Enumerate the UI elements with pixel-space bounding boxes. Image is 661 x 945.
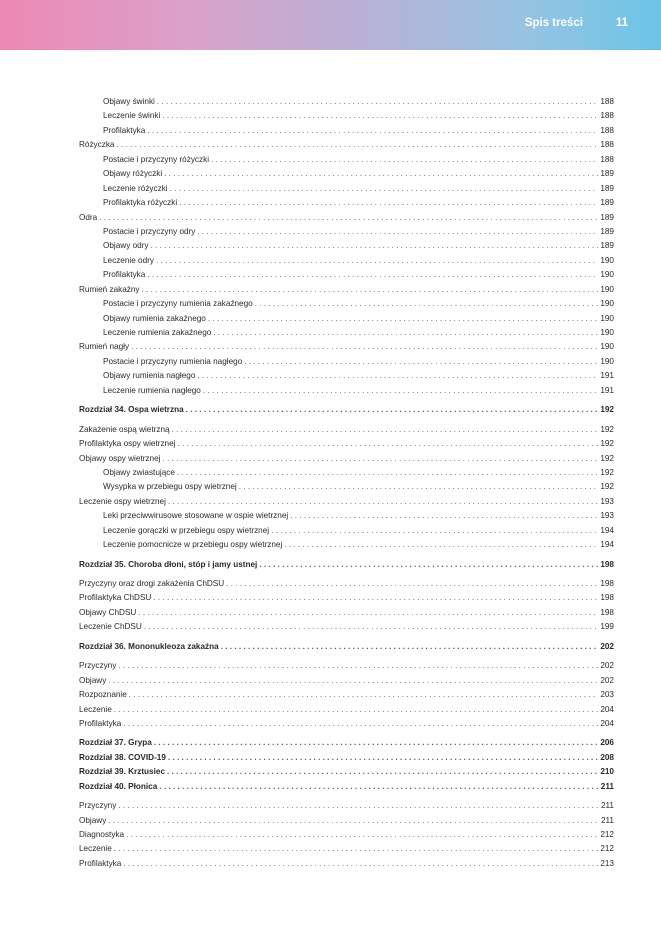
toc-dot-leader bbox=[99, 211, 598, 225]
toc-entry-page: 192 bbox=[600, 453, 614, 463]
toc-chapter-entry[interactable] bbox=[79, 640, 614, 654]
toc-dot-leader bbox=[271, 524, 598, 538]
toc-entry-page: 189 bbox=[600, 169, 614, 179]
toc-dot-leader bbox=[126, 828, 598, 842]
toc-entry-page: 190 bbox=[600, 313, 614, 323]
toc-entry-page: 188 bbox=[600, 97, 614, 106]
toc-entry-page: 194 bbox=[600, 540, 614, 550]
toc-dot-leader bbox=[131, 340, 598, 354]
toc-dot-leader bbox=[164, 167, 598, 181]
toc-chapter-entry[interactable] bbox=[79, 403, 614, 417]
toc-dot-leader bbox=[255, 297, 599, 311]
toc-entry-page: 208 bbox=[600, 752, 614, 762]
toc-dot-leader bbox=[162, 452, 598, 466]
toc-entry-page: 193 bbox=[600, 511, 614, 521]
toc-entry[interactable] bbox=[79, 452, 614, 466]
toc-entry-page: 198 bbox=[600, 559, 614, 569]
toc-dot-leader bbox=[167, 765, 598, 779]
toc-entry-label: Rozdział 39. Krztusiec bbox=[79, 767, 165, 777]
toc-dot-leader bbox=[244, 355, 598, 369]
toc-entry-page: 212 bbox=[600, 830, 614, 839]
toc-entry[interactable] bbox=[79, 591, 614, 605]
toc-entry-page: 192 bbox=[600, 482, 614, 492]
toc-entry-label: Leki przeciwwirusowe stosowane w ospie wietrznej bbox=[103, 511, 289, 521]
toc-entry[interactable] bbox=[79, 703, 614, 717]
toc-entry-label: Objawy zwiastujące bbox=[103, 467, 175, 477]
toc-chapter-entry[interactable] bbox=[79, 765, 614, 779]
toc-entry[interactable] bbox=[79, 138, 614, 152]
toc-dot-leader bbox=[138, 606, 598, 620]
table-of-contents bbox=[79, 95, 614, 871]
toc-entry-label: Profilaktyka bbox=[103, 125, 146, 135]
toc-entry-label: Profilaktyka ChDSU bbox=[79, 593, 152, 603]
toc-entry-page: 198 bbox=[600, 607, 614, 617]
toc-entry-label: Profilaktyka bbox=[103, 270, 146, 280]
toc-entry-page: 190 bbox=[600, 255, 614, 265]
toc-entry[interactable] bbox=[79, 95, 614, 109]
header-title: Spis treści bbox=[524, 17, 583, 29]
toc-entry-label: Leczenie odry bbox=[103, 255, 154, 265]
toc-entry[interactable] bbox=[79, 340, 614, 354]
toc-entry-page: 206 bbox=[600, 738, 614, 748]
page-header bbox=[0, 0, 661, 50]
toc-dot-leader bbox=[197, 369, 598, 383]
toc-entry[interactable] bbox=[79, 153, 614, 167]
toc-entry-label: Leczenie świnki bbox=[103, 111, 161, 121]
toc-dot-leader bbox=[186, 403, 599, 417]
toc-dot-leader bbox=[153, 591, 598, 605]
toc-entry[interactable] bbox=[79, 577, 614, 591]
toc-entry-page: 202 bbox=[600, 641, 614, 651]
toc-entry-label: Profilaktyka bbox=[79, 858, 122, 868]
toc-entry[interactable] bbox=[79, 857, 614, 871]
toc-entry-page: 189 bbox=[600, 212, 614, 222]
toc-entry-page: 212 bbox=[600, 844, 614, 854]
toc-entry-label: Rozdział 38. COVID-19 bbox=[79, 752, 166, 762]
toc-entry-label: Leczenie rumienia zakaźnego bbox=[103, 328, 212, 337]
toc-entry-label: Rumień nagły bbox=[79, 342, 130, 352]
header-page-number: 11 bbox=[615, 17, 628, 29]
toc-entry-page: 204 bbox=[600, 704, 614, 714]
toc-dot-leader bbox=[142, 283, 599, 297]
toc-entry-page: 202 bbox=[600, 675, 614, 685]
toc-entry[interactable] bbox=[79, 688, 614, 702]
toc-entry[interactable] bbox=[79, 297, 614, 311]
toc-entry-label: Postacie i przyczyny rumienia nagłego bbox=[103, 356, 243, 366]
toc-dot-leader bbox=[284, 538, 598, 552]
toc-entry[interactable] bbox=[79, 509, 614, 523]
toc-entry-label: Leczenie bbox=[79, 844, 112, 854]
toc-entry-page: 189 bbox=[600, 198, 614, 208]
toc-dot-leader bbox=[172, 423, 599, 437]
toc-entry-label: Postacie i przyczyny rumienia zakaźnego bbox=[103, 299, 253, 309]
toc-dot-leader bbox=[147, 268, 598, 282]
toc-dot-leader bbox=[118, 799, 599, 813]
toc-dot-leader bbox=[108, 814, 599, 828]
toc-dot-leader bbox=[168, 751, 598, 765]
toc-entry-page: 191 bbox=[600, 385, 614, 395]
toc-entry-label: Profilaktyka bbox=[79, 718, 122, 728]
toc-entry-page: 188 bbox=[600, 140, 614, 150]
toc-entry[interactable] bbox=[79, 659, 614, 673]
toc-entry-label: Postacie i przyczyny różyczki bbox=[103, 154, 210, 164]
toc-dot-leader bbox=[168, 495, 598, 509]
toc-entry[interactable] bbox=[79, 620, 614, 634]
toc-entry-label: Leczenie gorączki w przebiegu ospy wietrznej bbox=[103, 525, 270, 535]
toc-entry[interactable] bbox=[79, 495, 614, 509]
toc-dot-leader bbox=[114, 703, 599, 717]
toc-entry-page: 204 bbox=[600, 718, 614, 728]
toc-entry-label: Rozdział 37. Grypa bbox=[79, 738, 152, 748]
toc-entry[interactable] bbox=[79, 211, 614, 225]
toc-entry-page: 191 bbox=[600, 371, 614, 381]
toc-entry[interactable] bbox=[79, 355, 614, 369]
toc-entry[interactable] bbox=[79, 254, 614, 268]
toc-entry[interactable] bbox=[79, 538, 614, 552]
toc-entry-label: Leczenie bbox=[79, 704, 112, 714]
toc-entry[interactable] bbox=[79, 109, 614, 123]
toc-entry-page: 194 bbox=[600, 525, 614, 535]
toc-entry-page: 190 bbox=[600, 299, 614, 309]
toc-entry-label: Diagnostyka bbox=[79, 830, 125, 839]
toc-dot-leader bbox=[213, 326, 598, 340]
toc-entry-label: Rozdział 40. Płonica bbox=[79, 781, 158, 791]
toc-entry-label: Rozpoznanie bbox=[79, 690, 127, 700]
toc-entry-page: 190 bbox=[600, 356, 614, 366]
toc-entry-label: Objawy świnki bbox=[103, 97, 155, 106]
toc-dot-leader bbox=[156, 254, 598, 268]
toc-entry-page: 210 bbox=[600, 767, 614, 777]
toc-entry[interactable] bbox=[79, 225, 614, 239]
toc-dot-leader bbox=[108, 674, 598, 688]
toc-entry-page: 188 bbox=[600, 111, 614, 121]
toc-entry-label: Wysypka w przebiegu ospy wietrznej bbox=[103, 482, 237, 492]
toc-dot-leader bbox=[123, 857, 598, 871]
toc-entry-page: 192 bbox=[600, 405, 614, 415]
toc-entry[interactable] bbox=[79, 828, 614, 842]
toc-entry-page: 198 bbox=[600, 593, 614, 603]
toc-entry[interactable] bbox=[79, 326, 614, 340]
toc-entry-label: Leczenie różyczki bbox=[103, 183, 168, 193]
toc-entry[interactable] bbox=[79, 124, 614, 138]
toc-dot-leader bbox=[157, 95, 598, 109]
toc-entry-label: Objawy ChDSU bbox=[79, 607, 137, 617]
toc-entry[interactable] bbox=[79, 524, 614, 538]
toc-dot-leader bbox=[197, 225, 598, 239]
toc-dot-leader bbox=[151, 239, 599, 253]
toc-dot-leader bbox=[118, 659, 598, 673]
toc-entry-label: Leczenie rumienia nagłego bbox=[103, 385, 201, 395]
toc-entry-page: 189 bbox=[600, 241, 614, 251]
toc-entry-page: 188 bbox=[600, 125, 614, 135]
toc-entry-page: 202 bbox=[600, 661, 614, 671]
toc-entry-label: Rozdział 36. Mononukleoza zakaźna bbox=[79, 641, 219, 651]
toc-dot-leader bbox=[159, 780, 599, 794]
toc-entry[interactable] bbox=[79, 423, 614, 437]
toc-entry-page: 192 bbox=[600, 424, 614, 434]
toc-entry-label: Leczenie pomocnicze w przebiegu ospy wietrznej bbox=[103, 540, 283, 550]
toc-dot-leader bbox=[179, 196, 598, 210]
toc-entry-page: 189 bbox=[600, 226, 614, 236]
toc-entry-label: Objawy rumienia nagłego bbox=[103, 371, 196, 381]
toc-dot-leader bbox=[226, 577, 598, 591]
toc-entry-label: Odra bbox=[79, 212, 98, 222]
toc-entry-label: Przyczyny oraz drogi zakażenia ChDSU bbox=[79, 579, 225, 588]
toc-entry-page: 211 bbox=[600, 815, 614, 825]
toc-entry-label: Rumień zakaźny bbox=[79, 284, 140, 294]
toc-entry-label: Objawy odry bbox=[103, 241, 149, 251]
toc-entry-label: Rozdział 34. Ospa wietrzna bbox=[79, 405, 184, 415]
toc-entry-page: 193 bbox=[600, 496, 614, 506]
toc-entry[interactable] bbox=[79, 312, 614, 326]
toc-entry-label: Profilaktyka ospy wietrznej bbox=[79, 439, 176, 449]
toc-dot-leader bbox=[221, 640, 599, 654]
toc-entry-label: Zakażenie ospą wietrzną bbox=[79, 424, 170, 434]
toc-entry-label: Rozdział 35. Choroba dłoni, stóp i jamy ustnej bbox=[79, 559, 258, 569]
toc-entry[interactable] bbox=[79, 466, 614, 480]
toc-dot-leader bbox=[259, 558, 598, 572]
toc-entry-label: Objawy ospy wietrznej bbox=[79, 453, 161, 463]
toc-dot-leader bbox=[290, 509, 598, 523]
toc-entry-page: 190 bbox=[600, 270, 614, 280]
toc-entry-label: Leczenie ChDSU bbox=[79, 622, 142, 632]
toc-entry-label: Postacie i przyczyny odry bbox=[103, 226, 196, 236]
toc-entry-page: 211 bbox=[600, 801, 614, 811]
toc-entry-page: 190 bbox=[600, 328, 614, 337]
toc-entry[interactable] bbox=[79, 814, 614, 828]
toc-entry[interactable] bbox=[79, 268, 614, 282]
toc-dot-leader bbox=[211, 153, 598, 167]
toc-entry-page: 189 bbox=[600, 183, 614, 193]
toc-entry-page: 199 bbox=[600, 622, 614, 632]
toc-entry[interactable] bbox=[79, 196, 614, 210]
toc-dot-leader bbox=[154, 736, 599, 750]
toc-chapter-entry[interactable] bbox=[79, 751, 614, 765]
toc-dot-leader bbox=[129, 688, 599, 702]
toc-entry[interactable] bbox=[79, 384, 614, 398]
toc-chapter-entry[interactable] bbox=[79, 558, 614, 572]
toc-entry-page: 203 bbox=[600, 690, 614, 700]
toc-chapter-entry[interactable] bbox=[79, 780, 614, 794]
toc-entry-page: 192 bbox=[600, 439, 614, 449]
toc-entry[interactable] bbox=[79, 606, 614, 620]
toc-entry-label: Przyczyny bbox=[79, 661, 117, 671]
toc-entry[interactable] bbox=[79, 799, 614, 813]
toc-entry-page: 190 bbox=[600, 284, 614, 294]
toc-dot-leader bbox=[203, 384, 598, 398]
toc-entry[interactable] bbox=[79, 842, 614, 856]
toc-entry-page: 188 bbox=[600, 154, 614, 164]
toc-entry[interactable] bbox=[79, 182, 614, 196]
toc-entry-label: Leczenie ospy wietrznej bbox=[79, 496, 166, 506]
toc-entry-page: 198 bbox=[600, 579, 614, 588]
toc-entry[interactable] bbox=[79, 674, 614, 688]
toc-entry-page: 213 bbox=[600, 858, 614, 868]
toc-entry-label: Objawy różyczki bbox=[103, 169, 163, 179]
toc-entry-label: Objawy bbox=[79, 815, 107, 825]
toc-entry-label: Objawy bbox=[79, 675, 107, 685]
toc-entry-label: Różyczka bbox=[79, 140, 115, 150]
toc-dot-leader bbox=[177, 437, 598, 451]
toc-dot-leader bbox=[147, 124, 598, 138]
toc-entry[interactable] bbox=[79, 437, 614, 451]
toc-entry[interactable] bbox=[79, 369, 614, 383]
toc-entry-label: Profilaktyka różyczki bbox=[103, 198, 178, 208]
toc-dot-leader bbox=[208, 312, 598, 326]
toc-entry[interactable] bbox=[79, 239, 614, 253]
toc-chapter-entry[interactable] bbox=[79, 736, 614, 750]
toc-entry[interactable] bbox=[79, 480, 614, 494]
toc-dot-leader bbox=[117, 138, 599, 152]
toc-dot-leader bbox=[123, 717, 598, 731]
toc-entry-page: 190 bbox=[600, 342, 614, 352]
toc-dot-leader bbox=[170, 182, 599, 196]
toc-entry-label: Przyczyny bbox=[79, 801, 117, 811]
toc-dot-leader bbox=[239, 480, 599, 494]
toc-entry[interactable] bbox=[79, 717, 614, 731]
toc-dot-leader bbox=[177, 466, 598, 480]
toc-entry-label: Objawy rumienia zakaźnego bbox=[103, 313, 206, 323]
toc-entry[interactable] bbox=[79, 167, 614, 181]
toc-entry-page: 192 bbox=[600, 467, 614, 477]
toc-dot-leader bbox=[144, 620, 599, 634]
toc-dot-leader bbox=[114, 842, 599, 856]
toc-entry[interactable] bbox=[79, 283, 614, 297]
toc-entry-page: 211 bbox=[600, 781, 614, 791]
toc-dot-leader bbox=[162, 109, 598, 123]
